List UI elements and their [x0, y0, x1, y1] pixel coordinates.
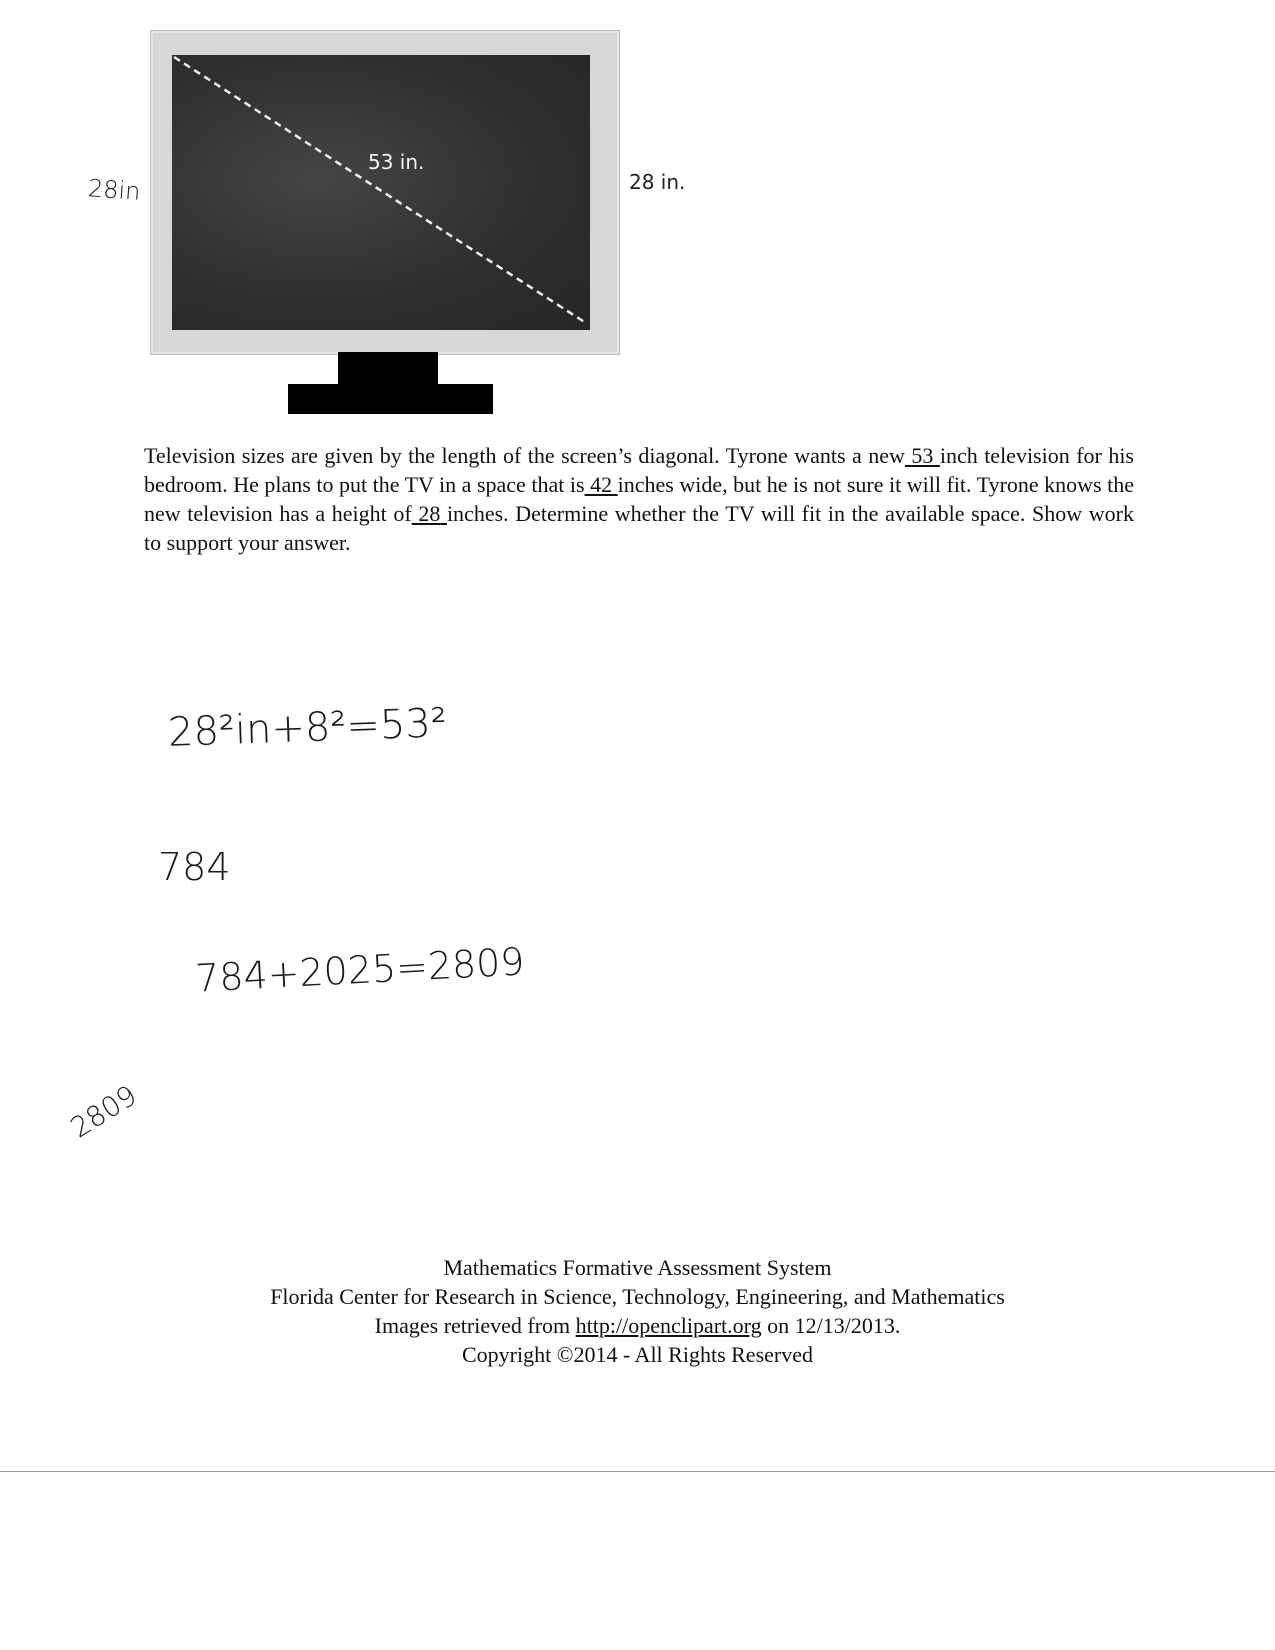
diagonal-line — [172, 55, 590, 330]
problem-statement — [144, 441, 1134, 557]
height-blank: 28 — [418, 501, 441, 526]
tv-stand-base — [288, 384, 493, 414]
problem-text-1: Television sizes are given by the length of the screen’s diagonal. Tyrone wants a new — [144, 443, 905, 468]
handwritten-side-label: 28in — [87, 174, 142, 206]
footer — [0, 1253, 1275, 1369]
openclipart-link[interactable]: http://openclipart.org — [575, 1313, 762, 1338]
page-divider — [0, 1471, 1275, 1472]
problem-text-2: inch television for his bedroom. He plans to put the TV in a space that is — [144, 443, 1134, 497]
footer-line-1: Mathematics Formative Assessment System — [443, 1255, 832, 1280]
handwritten-margin-note: 2809 — [64, 1078, 143, 1145]
footer-line-2: Florida Center for Research in Science, Technology, Engineering, and Mathematics — [270, 1284, 1005, 1309]
tv-figure — [0, 0, 1275, 420]
tv-stand-neck — [338, 352, 438, 386]
width-blank: 42 — [590, 472, 613, 497]
footer-line-3: Images retrieved from http://openclipart.org on 12/13/2013. — [374, 1313, 901, 1338]
height-label: 28 in. — [629, 170, 686, 194]
handwritten-equation: 28²in+8²=53² — [167, 700, 448, 756]
footer-line-4: Copyright ©2014 - All Rights Reserved — [462, 1342, 813, 1367]
handwritten-784: 784 — [158, 845, 231, 889]
handwritten-sum-equation: 784+2025=2809 — [194, 939, 526, 1001]
size-blank: 53 — [911, 443, 934, 468]
problem-text-4: inches. Determine whether the TV will fit in the available space. Show work to support your answer. — [144, 501, 1135, 555]
problem-text-3: inches wide, but he is not sure it will fit. Tyrone knows the new television has a height of — [144, 472, 1135, 526]
diagonal-label: 53 in. — [368, 150, 425, 174]
